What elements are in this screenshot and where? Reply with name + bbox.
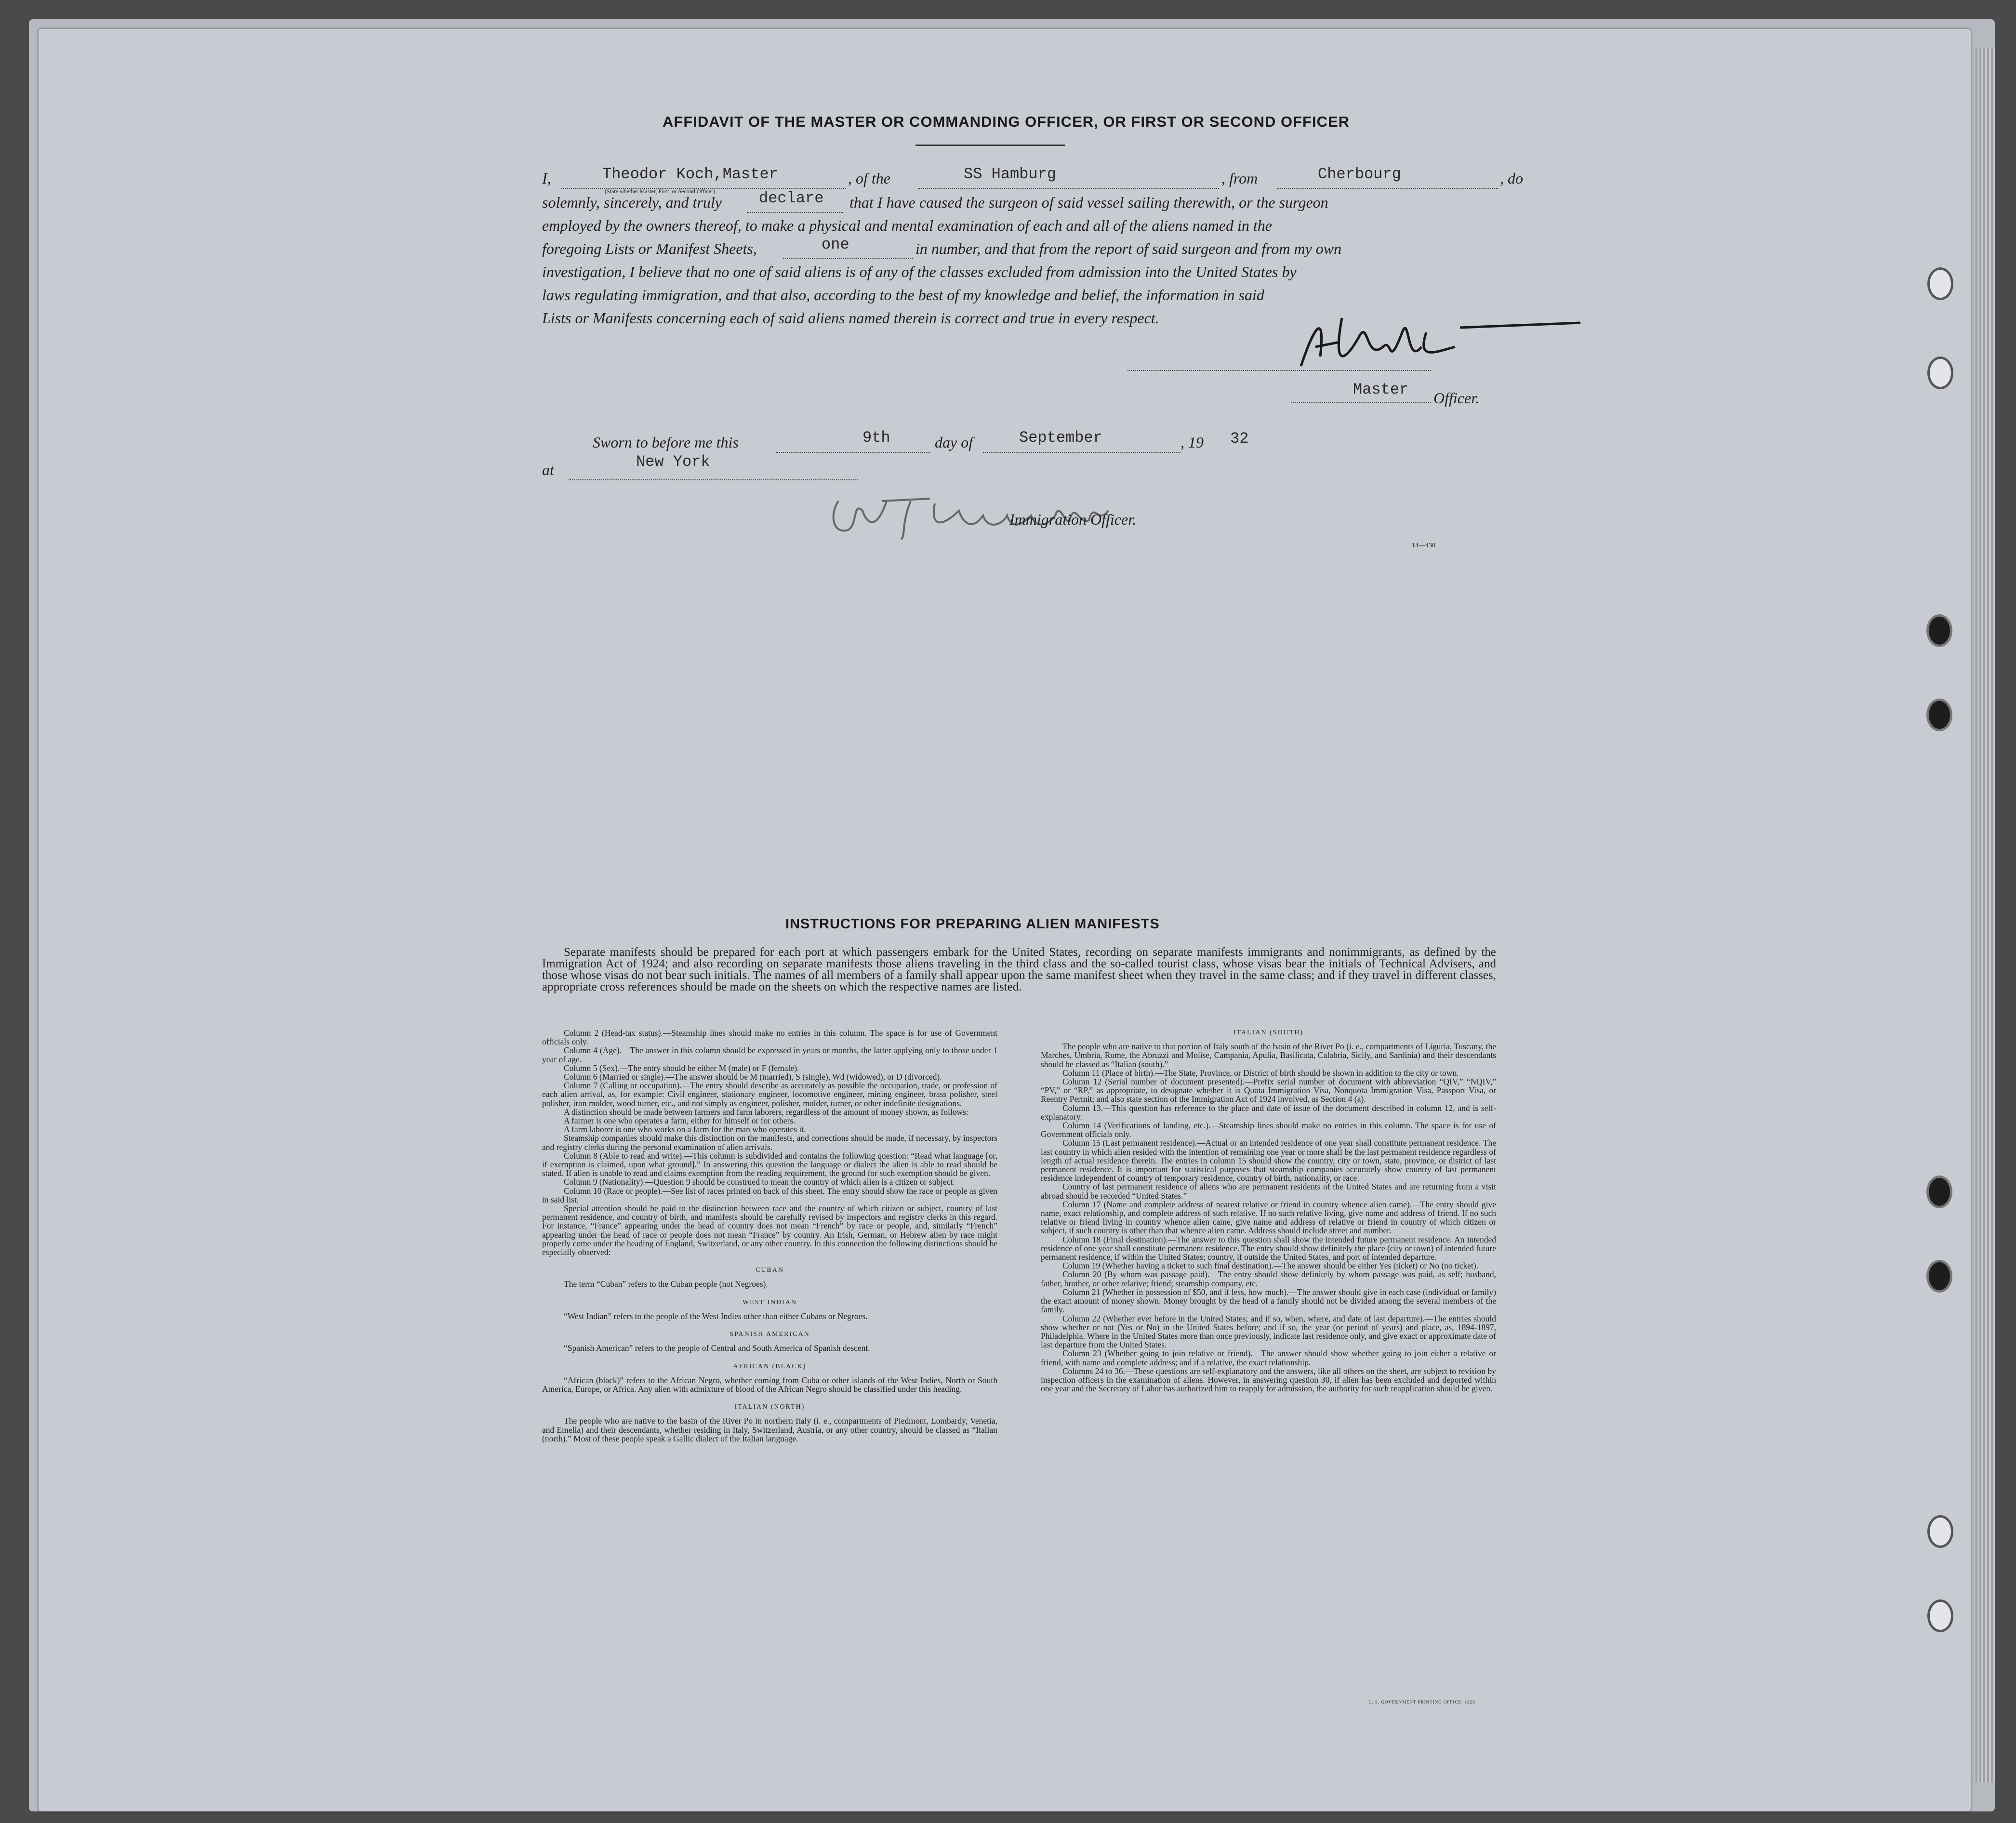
punch-hole-icon xyxy=(1927,357,1953,389)
instruction-steamship-distinction: Steamship companies should make this distinction on the manifests, and corrections should be made, if necessary, by inspectors and registry clerks during the personal examination of alien arrivals. xyxy=(542,1133,997,1152)
instruction-column-9: Column 9 (Nationality).—Question 9 should be construed to mean the country of which alien is a citizen or subject. xyxy=(564,1177,955,1187)
instructions-right-column xyxy=(1041,1029,1496,1393)
affidavit-title: AFFIDAVIT OF THE MASTER OR COMMANDING OFFICER, OR FIRST OR SECOND OFFICER xyxy=(663,113,1350,130)
definition-italian-south: The people who are native to that portion of Italy south of the basin of the River Po (i. e., compartments of Liguria, Tuscany, the Marches, Umbria, Rome, the Abruzzi and Molise, Campania, Apulia, Basilicata, Calabria, Sicily, and Sardinia) and their descendants should be classed as “Italian (south).” xyxy=(1041,1042,1496,1069)
master-name-value: Theodor Koch,Master xyxy=(602,165,778,183)
vessel-line xyxy=(918,188,1219,189)
affidavit-line-2b: that I have caused the surgeon of said vessel sailing therewith, or the surgeon xyxy=(849,194,1328,211)
definition-italian-north: The people who are native to the basin of the River Po in northern Italy (i. e., compartments of Piedmont, Lombardy, Venetia, and Emelia) and their descendants, whether residing in Italy, Switzerland, Austria, or any other country, should be classed as “Italian (north).” Most of these people speak a Gallic dialect of the Italian language. xyxy=(542,1416,997,1443)
punch-hole-icon xyxy=(1926,1260,1952,1293)
day-value: 9th xyxy=(862,429,890,447)
heading-cuban: CUBAN xyxy=(755,1267,784,1274)
instruction-column-19: Column 19 (Whether having a ticket to such final destination).—The answer should be either Yes (ticket) or No (no ticket). xyxy=(1062,1261,1479,1271)
at-label: at xyxy=(542,461,554,478)
master-signature xyxy=(1243,304,1580,400)
instructions-intro: Separate manifests should be prepared for each port at which passengers embark for the United States, recording on separate manifests immigrants and nonimmigrants, as defined by the Immigration Act of 1924; and also recording on separate manifests those aliens traveling in the third class and the so-called tourist class, whose visas bear the initials of Technical Advisers, and those whose visas do not bear such initials. The names of all members of a family shall appear upon the same manifest sheet when they travel in the same class; and if they travel in different classes, appropriate cross references should be made on the sheets on which the respective names are listed. xyxy=(542,946,1496,993)
day-of-label: day of xyxy=(935,434,973,451)
instruction-race-distinction: Special attention should be paid to the distinction between race and the country of which citizen or subject, country of last permanent residence, and country of birth, and manifests should be carefully revised by inspectors and registry clerks in this regard. For instance, “France” appearing under the head of country does not mean “French” by race or people, and, similarly “French” appearing under the head of race or people does not mean “France” by country. An Irish, German, or Hebrew alien by race might properly come under the heading of England, Switzerland, or any other country. In this connection the following distinctions should be especially observed: xyxy=(542,1203,997,1257)
rank-note: (State whether Master, First, or Second Officer) xyxy=(605,188,716,195)
form-number: 14—430 xyxy=(1412,542,1435,549)
sworn-label: Sworn to before me this xyxy=(593,434,739,451)
definition-spanish-american: “Spanish American” refers to the people of Central and South America of Spanish descent. xyxy=(564,1343,870,1353)
affidavit-line-6: laws regulating immigration, and that also, according to the best of my knowledge and belief, the information in said xyxy=(542,286,1264,304)
year-value: 32 xyxy=(1230,430,1249,448)
officer-label: Officer. xyxy=(1433,389,1480,407)
affidavit-line-7: Lists or Manifests concerning each of said aliens named therein is correct and true in every respect. xyxy=(542,309,1159,327)
heading-italian-north: ITALIAN (NORTH) xyxy=(734,1403,805,1411)
instruction-column-6: Column 6 (Married or single).—The answer should be M (married), S (single), Wd (widowed), or D (divorced). xyxy=(564,1072,942,1082)
instruction-column-17: Column 17 (Name and complete address of nearest relative or friend in country whence alien came).—The entry should give name, exact relationship, and complete address of such relative. If no such relative living, give name and address of friend. If no such relative or friend living in country whence alien came, give name and address of relative or friend in country of which citizen or subject, if such country is other than that whence alien came. Address should include street and number. xyxy=(1041,1199,1496,1236)
punch-hole-icon xyxy=(1927,1515,1953,1548)
instruction-farm-laborer-def: A farm laborer is one who works on a farm for the man who operates it. xyxy=(564,1124,806,1135)
heading-west-indian: WEST INDIAN xyxy=(742,1298,797,1306)
affidavit-of-the: , of the xyxy=(848,170,890,187)
punch-hole-icon xyxy=(1927,1599,1953,1632)
place-value: New York xyxy=(636,453,710,471)
instruction-column-14: Column 14 (Verifications of landing, etc.).—Steamship lines should make no entries in this column. The space is for use of Government officials only. xyxy=(1041,1121,1496,1139)
instruction-columns-24-36: Columns 24 to 36.—These questions are self-explanatory and the answers, like all others on the sheet, are subject to revision by inspection officers in the examination of aliens. However, in answering question 30, if alien has been excluded and deported within one year and the Secretary of Labor has authorized him to reapply for admission, the authority for such reapplication should be given. xyxy=(1041,1366,1496,1394)
instruction-column-22: Column 22 (Whether ever before in the United States; and if so, when, where, and date of last departure).—The entries should show whether or not (Yes or No) in the United States before; and if so, the year (or period of years) and place, as, 1894-1897, Philadelphia. Where in the United States more than once previously, indicate last residence only, and give exact or approximate date of last departure from the United States. xyxy=(1041,1313,1496,1350)
month-line xyxy=(983,452,1180,453)
vessel-value: SS Hamburg xyxy=(964,165,1057,183)
heading-italian-south: ITALIAN (SOUTH) xyxy=(1233,1029,1304,1036)
printer-imprint: U. S. GOVERNMENT PRINTING OFFICE: 1928 xyxy=(1368,1700,1475,1704)
definition-cuban: The term “Cuban” refers to the Cuban people (not Negroes). xyxy=(564,1279,768,1289)
instruction-column-18: Column 18 (Final destination).—The answer to this question shall show the intended future permanent residence. An intended residence of one year shall constitute permanent residence. The entry should show definitely the place (city or town) of intended future permanent residence, if within the United States; country, if outside the United States, and port of intended departure. xyxy=(1041,1234,1496,1262)
instruction-column-2: Column 2 (Head-tax status).—Steamship lines should make no entries in this column. The space is for use of Government officials only. xyxy=(542,1028,997,1047)
port-value: Cherbourg xyxy=(1318,165,1401,183)
instruction-column-8: Column 8 (Able to read and write).—This column is subdivided and contains the following question: “Read what language [or, if exemption is claimed, upon what ground].” In answering this question the language or dialect the alien is able to read should be stated. If alien is unable to read and claims exemption from the reading requirement, the ground for such exemption should be given. xyxy=(542,1150,997,1178)
definition-african: “African (black)” refers to the African Negro, whether coming from Cuba or other islands of the West Indies, North or South America, Europe, or Africa. Any alien with admixture of blood of the African Negro should be classified under this heading. xyxy=(542,1375,997,1394)
instruction-column-21: Column 21 (Whether in possession of $50, and if less, how much).—The answer should give in each case (individual or family) the exact amount of money shown. Money brought by the head of a family should not be divided among the several members of the family. xyxy=(1041,1287,1496,1315)
definition-west-indian: “West Indian” refers to the people of the West Indies other than either Cubans or Negroes. xyxy=(564,1311,868,1321)
instruction-column-5: Column 5 (Sex).—The entry should be either M (male) or F (female). xyxy=(564,1063,799,1073)
affidavit-line-4b: in number, and that from the report of said surgeon and from my own xyxy=(915,240,1342,257)
instruction-column-12: Column 12 (Serial number of document presented).—Prefix serial number of document with abbreviation “QIV,” “NQIV,” “PV,” or “RP,” as appropriate, to designate whether it is Quota Immigration Visa, Nonquota Immigration Visa, Passport Visa, or Reentry Permit; and also state section of the Immigration Act of 1924 involved, as Section 4 (a). xyxy=(1041,1077,1496,1104)
instruction-farmers: A distinction should be made between farmers and farm laborers, regardless of the amount of money shown, as follows: xyxy=(564,1107,968,1117)
instruction-column-7: Column 7 (Calling or occupation).—The entry should describe as accurately as possible the occupation, trade, or profession of each alien arrival, as, for example: Civil engineer, stationary engineer, locomotive engineer, mining engineer, brass polisher, steel polisher, iron molder, wood turner, etc., and not simply as engineer, polisher, molder, turner, or other indefinite designations. xyxy=(542,1081,997,1108)
punch-hole-icon xyxy=(1927,267,1953,300)
immigration-officer-label: Immigration Officer. xyxy=(1009,511,1137,528)
month-value: September xyxy=(1019,429,1102,447)
instruction-column-23: Column 23 (Whether going to join relative or friend).—The answer should show whether going to join either a relative or friend, with name and complete address; and if a relative, the exact relationship. xyxy=(1041,1348,1496,1367)
manifest-sheet xyxy=(39,29,1971,1811)
instruction-column-11: Column 11 (Place of birth).—The State, Province, or District of birth should be shown in addition to the city or town. xyxy=(1062,1068,1459,1078)
affidavit-do: , do xyxy=(1500,170,1523,187)
sheet-count-value: one xyxy=(822,236,849,253)
affidavit-line-2a: solemnly, sincerely, and truly xyxy=(542,194,722,211)
affidavit-line-5: investigation, I believe that no one of said aliens is of any of the classes excluded from admission into the United States by xyxy=(542,263,1297,280)
instructions-title: INSTRUCTIONS FOR PREPARING ALIEN MANIFESTS xyxy=(785,916,1160,932)
verb-value: declare xyxy=(759,189,824,207)
place-line xyxy=(569,479,858,480)
affidavit-from: , from xyxy=(1221,170,1258,187)
port-line xyxy=(1277,188,1499,189)
rank-line xyxy=(1291,402,1431,403)
instructions-left-column xyxy=(542,1029,997,1443)
instruction-us-residents: Country of last permanent residence of aliens who are permanent residents of the United States and are returning from a visit abroad should be recorded “United States.” xyxy=(1041,1182,1496,1201)
year-prefix: , 19 xyxy=(1180,434,1204,451)
title-rule xyxy=(915,145,1065,146)
punch-hole-icon xyxy=(1926,1176,1952,1208)
instruction-column-15: Column 15 (Last permanent residence).—Actual or an intended residence of one year shall constitute permanent residence. The last country in which alien resided with the intention of remaining one year or more shall be the last permanent residence regardless of length of actual residence therein. The entries in column 15 should show the country, city or town, state, province, or district of last permanent residence. It is important for statistical purposes that steamship companies accurately show country of last permanent residence independent of country of temporary residence, country of birth, nationality, or race. xyxy=(1041,1138,1496,1183)
affidavit-line-4a: foregoing Lists or Manifest Sheets, xyxy=(542,240,757,257)
affidavit-i: I, xyxy=(542,170,551,187)
punch-hole-icon xyxy=(1926,699,1952,731)
heading-spanish-american: SPANISH AMERICAN xyxy=(729,1331,810,1338)
instruction-column-10: Column 10 (Race or people).—See list of races printed on back of this sheet. The entry should show the race or people as given in said list. xyxy=(542,1186,997,1204)
heading-african: AFRICAN (BLACK) xyxy=(733,1362,807,1370)
count-line xyxy=(783,258,913,259)
signature-line xyxy=(1127,370,1431,371)
instruction-column-4: Column 4 (Age).—The answer in this column should be expressed in years or months, the latter applying only to those under 1 year of age. xyxy=(542,1045,997,1064)
instruction-column-20: Column 20 (By whom was passage paid).—The entry should show definitely by whom passage was paid, as self; husband, father, brother, or other relative; friend; steamship company, etc. xyxy=(1041,1269,1496,1288)
verb-line xyxy=(747,212,843,213)
affidavit-line-3: employed by the owners thereof, to make a physical and mental examination of each and all of the aliens named in the xyxy=(542,217,1272,234)
punch-hole-icon xyxy=(1926,614,1952,647)
stacked-page-edges xyxy=(1976,48,1995,1783)
instruction-column-13: Column 13.—This question has reference to the place and date of issue of the document described in column 12, and is self-explanatory. xyxy=(1041,1103,1496,1122)
day-line xyxy=(776,452,930,453)
rank-value: Master xyxy=(1353,381,1409,398)
instruction-farmer-def: A farmer is one who operates a farm, either for himself or for others. xyxy=(564,1116,796,1126)
